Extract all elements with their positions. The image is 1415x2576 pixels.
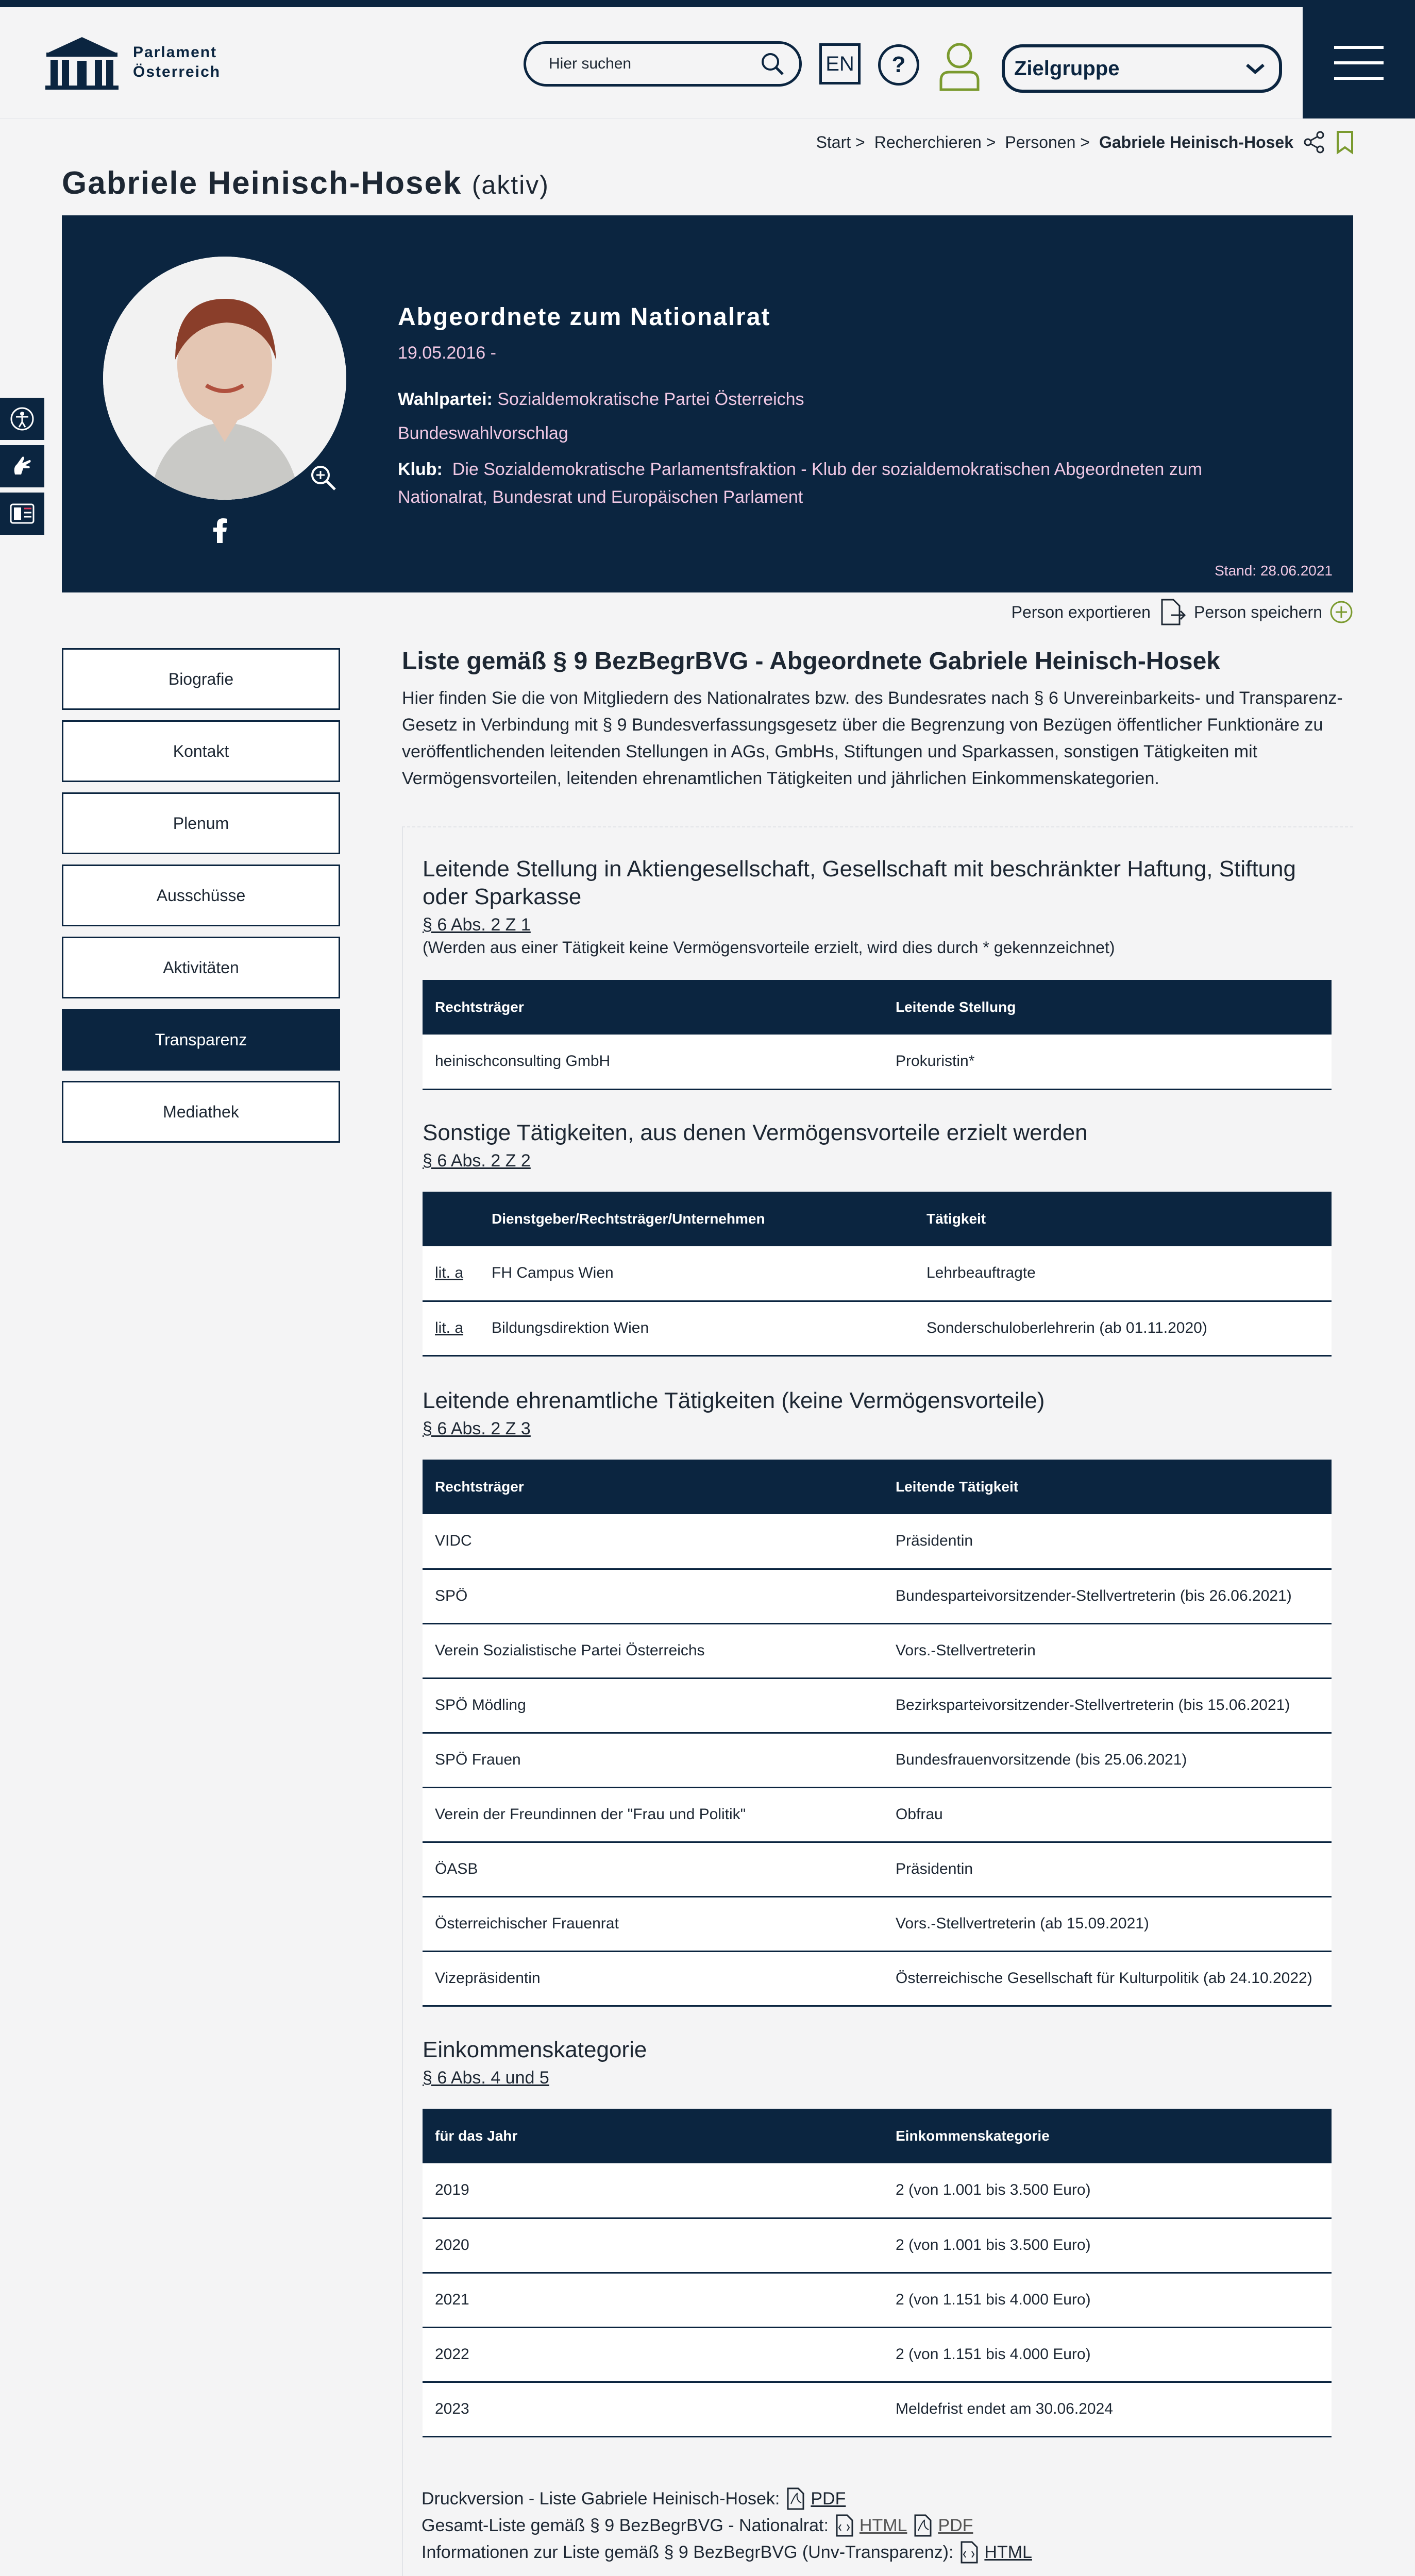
table-row bbox=[423, 2163, 1332, 2218]
sidenav-aktivitaeten[interactable]: Aktivitäten bbox=[62, 937, 340, 998]
sonstige-taetigkeiten-table bbox=[423, 1192, 1332, 1357]
pdf-icon bbox=[786, 2487, 804, 2510]
top-accent-bar bbox=[0, 0, 1415, 7]
wahlpartei-label: Wahlpartei: bbox=[398, 389, 493, 409]
audience-select-label: Zielgruppe bbox=[1014, 57, 1120, 80]
table-row bbox=[423, 1678, 1332, 1733]
table-row bbox=[423, 2382, 1332, 2436]
table-cell: Verein Sozialistische Partei Österreichs bbox=[423, 1623, 883, 1678]
accessibility-button[interactable] bbox=[0, 398, 44, 440]
easy-language-button[interactable] bbox=[0, 493, 44, 535]
html-file-icon bbox=[959, 2541, 978, 2564]
klub-link[interactable]: Die Sozialdemokratische Parlamentsfraktion - Klub der sozialdemokratischen Abgeordneten zum Nationalrat, Bundesrat und Europäischen Parlament bbox=[398, 460, 1202, 507]
table-row bbox=[423, 1951, 1332, 2006]
section-leitende-stellung bbox=[423, 855, 1332, 1090]
person-actions bbox=[1012, 598, 1353, 626]
table-row bbox=[423, 1787, 1332, 1842]
table-cell: Bundesfrauenvorsitzende (bis 25.06.2021) bbox=[883, 1733, 1332, 1787]
column-header: Tätigkeit bbox=[914, 1192, 1332, 1246]
table-row bbox=[423, 2273, 1332, 2327]
table-cell: 2 (von 1.151 bis 4.000 Euro) bbox=[883, 2327, 1332, 2382]
download-label: Gesamt-Liste gemäß § 9 BezBegrBVG - Nationalrat: bbox=[422, 2516, 829, 2535]
accessibility-toolbar bbox=[0, 398, 44, 540]
lit-link[interactable]: lit. a bbox=[423, 1246, 479, 1301]
download-label: Informationen zur Liste gemäß § 9 BezBegrBVG (Unv-Transparenz): bbox=[422, 2543, 954, 2562]
download-row bbox=[422, 2539, 1032, 2566]
table-row bbox=[423, 1733, 1332, 1787]
column-header: Leitende Tätigkeit bbox=[883, 1460, 1332, 1514]
sign-language-icon bbox=[10, 454, 35, 479]
table-cell: Präsidentin bbox=[883, 1842, 1332, 1896]
site-logo[interactable] bbox=[43, 34, 221, 91]
column-header bbox=[423, 1192, 479, 1246]
section-title: Sonstige Tätigkeiten, aus denen Vermögensvorteile erzielt werden bbox=[423, 1120, 1088, 1145]
table-cell: Österreichische Gesellschaft für Kulturpolitik (ab 24.10.2022) bbox=[883, 1951, 1332, 2006]
sign-language-button[interactable] bbox=[0, 445, 44, 487]
section-title: Leitende Stellung in Aktiengesellschaft, Gesellschaft mit beschränkter Haftung, Stiftung oder Sparkasse bbox=[423, 856, 1296, 909]
accessibility-icon bbox=[10, 406, 35, 431]
easy-language-icon bbox=[9, 501, 36, 526]
html-file-icon bbox=[835, 2514, 853, 2537]
table-cell: Bezirksparteivorsitzender-Stellvertreterin (bis 15.06.2021) bbox=[883, 1678, 1332, 1733]
table-cell: FH Campus Wien bbox=[479, 1246, 914, 1301]
language-switch-button[interactable]: EN bbox=[819, 43, 861, 84]
column-header: Einkommenskategorie bbox=[883, 2109, 1332, 2163]
klub-label: Klub: bbox=[398, 460, 443, 479]
section-title: Leitende ehrenamtliche Tätigkeiten (keine Vermögensvorteile) bbox=[423, 1388, 1045, 1413]
column-header: für das Jahr bbox=[423, 2109, 883, 2163]
download-label: Druckversion - Liste Gabriele Heinisch-Hosek: bbox=[422, 2489, 780, 2509]
table-cell: Bundesparteivorsitzender-Stellvertreterin (bis 26.06.2021) bbox=[883, 1569, 1332, 1623]
mandate-since: 19.05.2016 - bbox=[398, 343, 496, 363]
download-row bbox=[422, 2485, 1032, 2512]
table-row bbox=[423, 1569, 1332, 1623]
html-link[interactable]: HTML bbox=[859, 2516, 907, 2535]
table-cell: Sonderschuloberlehrerin (ab 01.11.2020) bbox=[914, 1301, 1332, 1355]
sidenav-mediathek[interactable]: Mediathek bbox=[62, 1081, 340, 1143]
person-side-navigation bbox=[62, 648, 340, 1153]
search-placeholder: Hier suchen bbox=[549, 55, 632, 72]
table-header-row bbox=[423, 1460, 1332, 1514]
table-cell: 2019 bbox=[423, 2163, 883, 2218]
html-link[interactable]: HTML bbox=[984, 2543, 1032, 2562]
add-circle-icon[interactable] bbox=[1329, 600, 1353, 624]
export-person-label[interactable]: Person exportieren bbox=[1011, 602, 1151, 621]
sidenav-transparenz[interactable]: Transparenz bbox=[62, 1009, 340, 1071]
table-cell: Bildungsdirektion Wien bbox=[479, 1301, 914, 1355]
site-header bbox=[0, 7, 1415, 118]
table-cell: Vors.-Stellvertreterin bbox=[883, 1623, 1332, 1678]
table-cell: Lehrbeauftragte bbox=[914, 1246, 1332, 1301]
table-cell: Prokuristin* bbox=[883, 1035, 1332, 1089]
person-name: Gabriele Heinisch-Hosek bbox=[62, 165, 462, 201]
list-title: Liste gemäß § 9 BezBegrBVG - Abgeordnete Gabriele Heinisch-Hosek bbox=[402, 648, 1220, 675]
person-role: Abgeordnete zum Nationalrat bbox=[398, 303, 771, 331]
table-cell: heinischconsulting GmbH bbox=[423, 1035, 883, 1089]
pdf-link[interactable]: PDF bbox=[938, 2516, 973, 2535]
bookmark-icon[interactable] bbox=[1335, 130, 1355, 155]
table-row bbox=[423, 1896, 1332, 1951]
table-cell: SPÖ bbox=[423, 1569, 883, 1623]
main-menu-button[interactable] bbox=[1303, 7, 1415, 118]
table-cell: 2 (von 1.151 bis 4.000 Euro) bbox=[883, 2273, 1332, 2327]
column-header: Leitende Stellung bbox=[883, 980, 1332, 1035]
column-header: Dienstgeber/Rechtsträger/Unternehmen bbox=[479, 1192, 914, 1246]
list-intro: Hier finden Sie die von Mitgliedern des Nationalrates bzw. des Bundesrates nach § 6 Unvereinbarkeits- und Transparenz-Gesetz in Verbindung mit § 9 Bundesverfassungsgesetz über die Begrenzung von Bezügen öffentlicher Funktionäre zu veröffentlichenden leitenden Stellungen in AGs, GmbHs, Stiftungen und Sparkassen, sonstigen Tätigkeiten mit Vermögensvorteilen, leitenden ehrenamtlichen Tätigkeiten und jährlichen Einkommenskategorien. bbox=[402, 688, 1343, 788]
leitende-stellung-table bbox=[423, 980, 1332, 1090]
download-links bbox=[422, 2485, 1032, 2566]
table-row bbox=[423, 2218, 1332, 2273]
facebook-icon[interactable] bbox=[211, 517, 230, 543]
table-cell: ÖASB bbox=[423, 1842, 883, 1896]
table-header-row bbox=[423, 980, 1332, 1035]
table-row bbox=[423, 1514, 1332, 1569]
breadcrumb-recherchieren[interactable]: Recherchieren > bbox=[874, 132, 996, 151]
user-icon bbox=[938, 40, 981, 92]
table-row bbox=[423, 1035, 1332, 1089]
sidenav-kontakt[interactable]: Kontakt bbox=[62, 720, 340, 782]
export-icon[interactable] bbox=[1158, 598, 1187, 626]
table-cell: Österreichischer Frauenrat bbox=[423, 1896, 883, 1951]
menu-bar bbox=[1334, 77, 1384, 80]
law-link[interactable]: § 6 Abs. 4 und 5 bbox=[423, 2068, 549, 2088]
wahlvorschlag: Bundeswahlvorschlag bbox=[398, 423, 568, 443]
table-cell: Obfrau bbox=[883, 1787, 1332, 1842]
table-cell: Vizepräsidentin bbox=[423, 1951, 883, 2006]
logo-line-1: Parlament bbox=[133, 44, 217, 61]
section-sonstige-taetigkeiten bbox=[423, 1119, 1332, 1357]
person-hero bbox=[62, 215, 1353, 592]
section-title: Einkommenskategorie bbox=[423, 2037, 647, 2062]
column-header: Rechtsträger bbox=[423, 1460, 883, 1514]
ehrenamtliche-taetigkeiten-table bbox=[423, 1460, 1332, 2007]
table-cell: 2023 bbox=[423, 2382, 883, 2436]
table-row bbox=[423, 1246, 1332, 1301]
table-header-row bbox=[423, 2109, 1332, 2163]
table-cell: Präsidentin bbox=[883, 1514, 1332, 1569]
audience-select[interactable] bbox=[1002, 44, 1282, 93]
table-cell: 2 (von 1.001 bis 3.500 Euro) bbox=[883, 2218, 1332, 2273]
save-person-label[interactable]: Person speichern bbox=[1193, 602, 1322, 621]
share-icon[interactable] bbox=[1303, 131, 1325, 154]
breadcrumb-start[interactable]: Start > bbox=[816, 132, 865, 151]
stand-date: Stand: 28.06.2021 bbox=[1215, 563, 1333, 579]
column-header: Rechtsträger bbox=[423, 980, 883, 1035]
logo-line-2: Österreich bbox=[133, 63, 221, 80]
table-cell: Meldefrist endet am 30.06.2024 bbox=[883, 2382, 1332, 2436]
klub bbox=[398, 455, 1243, 511]
chevron-down-icon bbox=[1244, 61, 1267, 76]
sidenav-plenum[interactable]: Plenum bbox=[62, 792, 340, 854]
breadcrumb-personen[interactable]: Personen > bbox=[1005, 132, 1090, 151]
table-cell: Verein der Freundinnen der "Frau und Politik" bbox=[423, 1787, 883, 1842]
person-status: (aktiv) bbox=[471, 171, 549, 199]
table-cell: 2021 bbox=[423, 2273, 883, 2327]
table-row bbox=[423, 2327, 1332, 2382]
law-link[interactable]: § 6 Abs. 2 Z 1 bbox=[423, 915, 531, 935]
search-icon[interactable] bbox=[760, 52, 785, 76]
download-row bbox=[422, 2512, 1032, 2539]
law-link[interactable]: § 6 Abs. 2 Z 3 bbox=[423, 1419, 531, 1438]
table-cell: Vors.-Stellvertreterin (ab 15.09.2021) bbox=[883, 1896, 1332, 1951]
menu-bar bbox=[1334, 46, 1384, 49]
page-title bbox=[62, 165, 549, 201]
table-cell: 2 (von 1.001 bis 3.500 Euro) bbox=[883, 2163, 1332, 2218]
main-content bbox=[402, 647, 1348, 792]
pdf-icon bbox=[913, 2514, 932, 2537]
table-cell: 2022 bbox=[423, 2327, 883, 2382]
wahlpartei bbox=[398, 389, 804, 410]
table-cell: 2020 bbox=[423, 2218, 883, 2273]
section-ehrenamtliche-taetigkeiten bbox=[423, 1387, 1332, 2007]
sidenav-ausschuesse[interactable]: Ausschüsse bbox=[62, 865, 340, 926]
wahlpartei-link[interactable]: Sozialdemokratische Partei Österreichs bbox=[497, 389, 804, 409]
section-note: (Werden aus einer Tätigkeit keine Vermögensvorteile erzielt, wird dies durch * gekennzeichnet) bbox=[423, 938, 1115, 957]
table-row bbox=[423, 1301, 1332, 1355]
pdf-link[interactable]: PDF bbox=[811, 2489, 846, 2509]
breadcrumb-current: Gabriele Heinisch-Hosek bbox=[1099, 132, 1293, 151]
zoom-icon[interactable] bbox=[309, 464, 338, 493]
parliament-logo-icon bbox=[43, 34, 121, 91]
lit-link[interactable]: lit. a bbox=[423, 1301, 479, 1355]
table-cell: SPÖ Frauen bbox=[423, 1733, 883, 1787]
table-cell: SPÖ Mödling bbox=[423, 1678, 883, 1733]
sidenav-biografie[interactable]: Biografie bbox=[62, 648, 340, 710]
einkommenskategorie-table bbox=[423, 2109, 1332, 2437]
table-row bbox=[423, 1623, 1332, 1678]
table-row bbox=[423, 1842, 1332, 1896]
table-header-row bbox=[423, 1192, 1332, 1246]
section-einkommenskategorie bbox=[423, 2036, 1332, 2437]
table-cell: VIDC bbox=[423, 1514, 883, 1569]
breadcrumb bbox=[816, 130, 1355, 155]
help-button[interactable]: ? bbox=[878, 44, 919, 86]
search-input[interactable] bbox=[524, 41, 802, 87]
law-link[interactable]: § 6 Abs. 2 Z 2 bbox=[423, 1151, 531, 1171]
menu-bar bbox=[1334, 61, 1384, 64]
user-login-button[interactable] bbox=[938, 40, 981, 94]
